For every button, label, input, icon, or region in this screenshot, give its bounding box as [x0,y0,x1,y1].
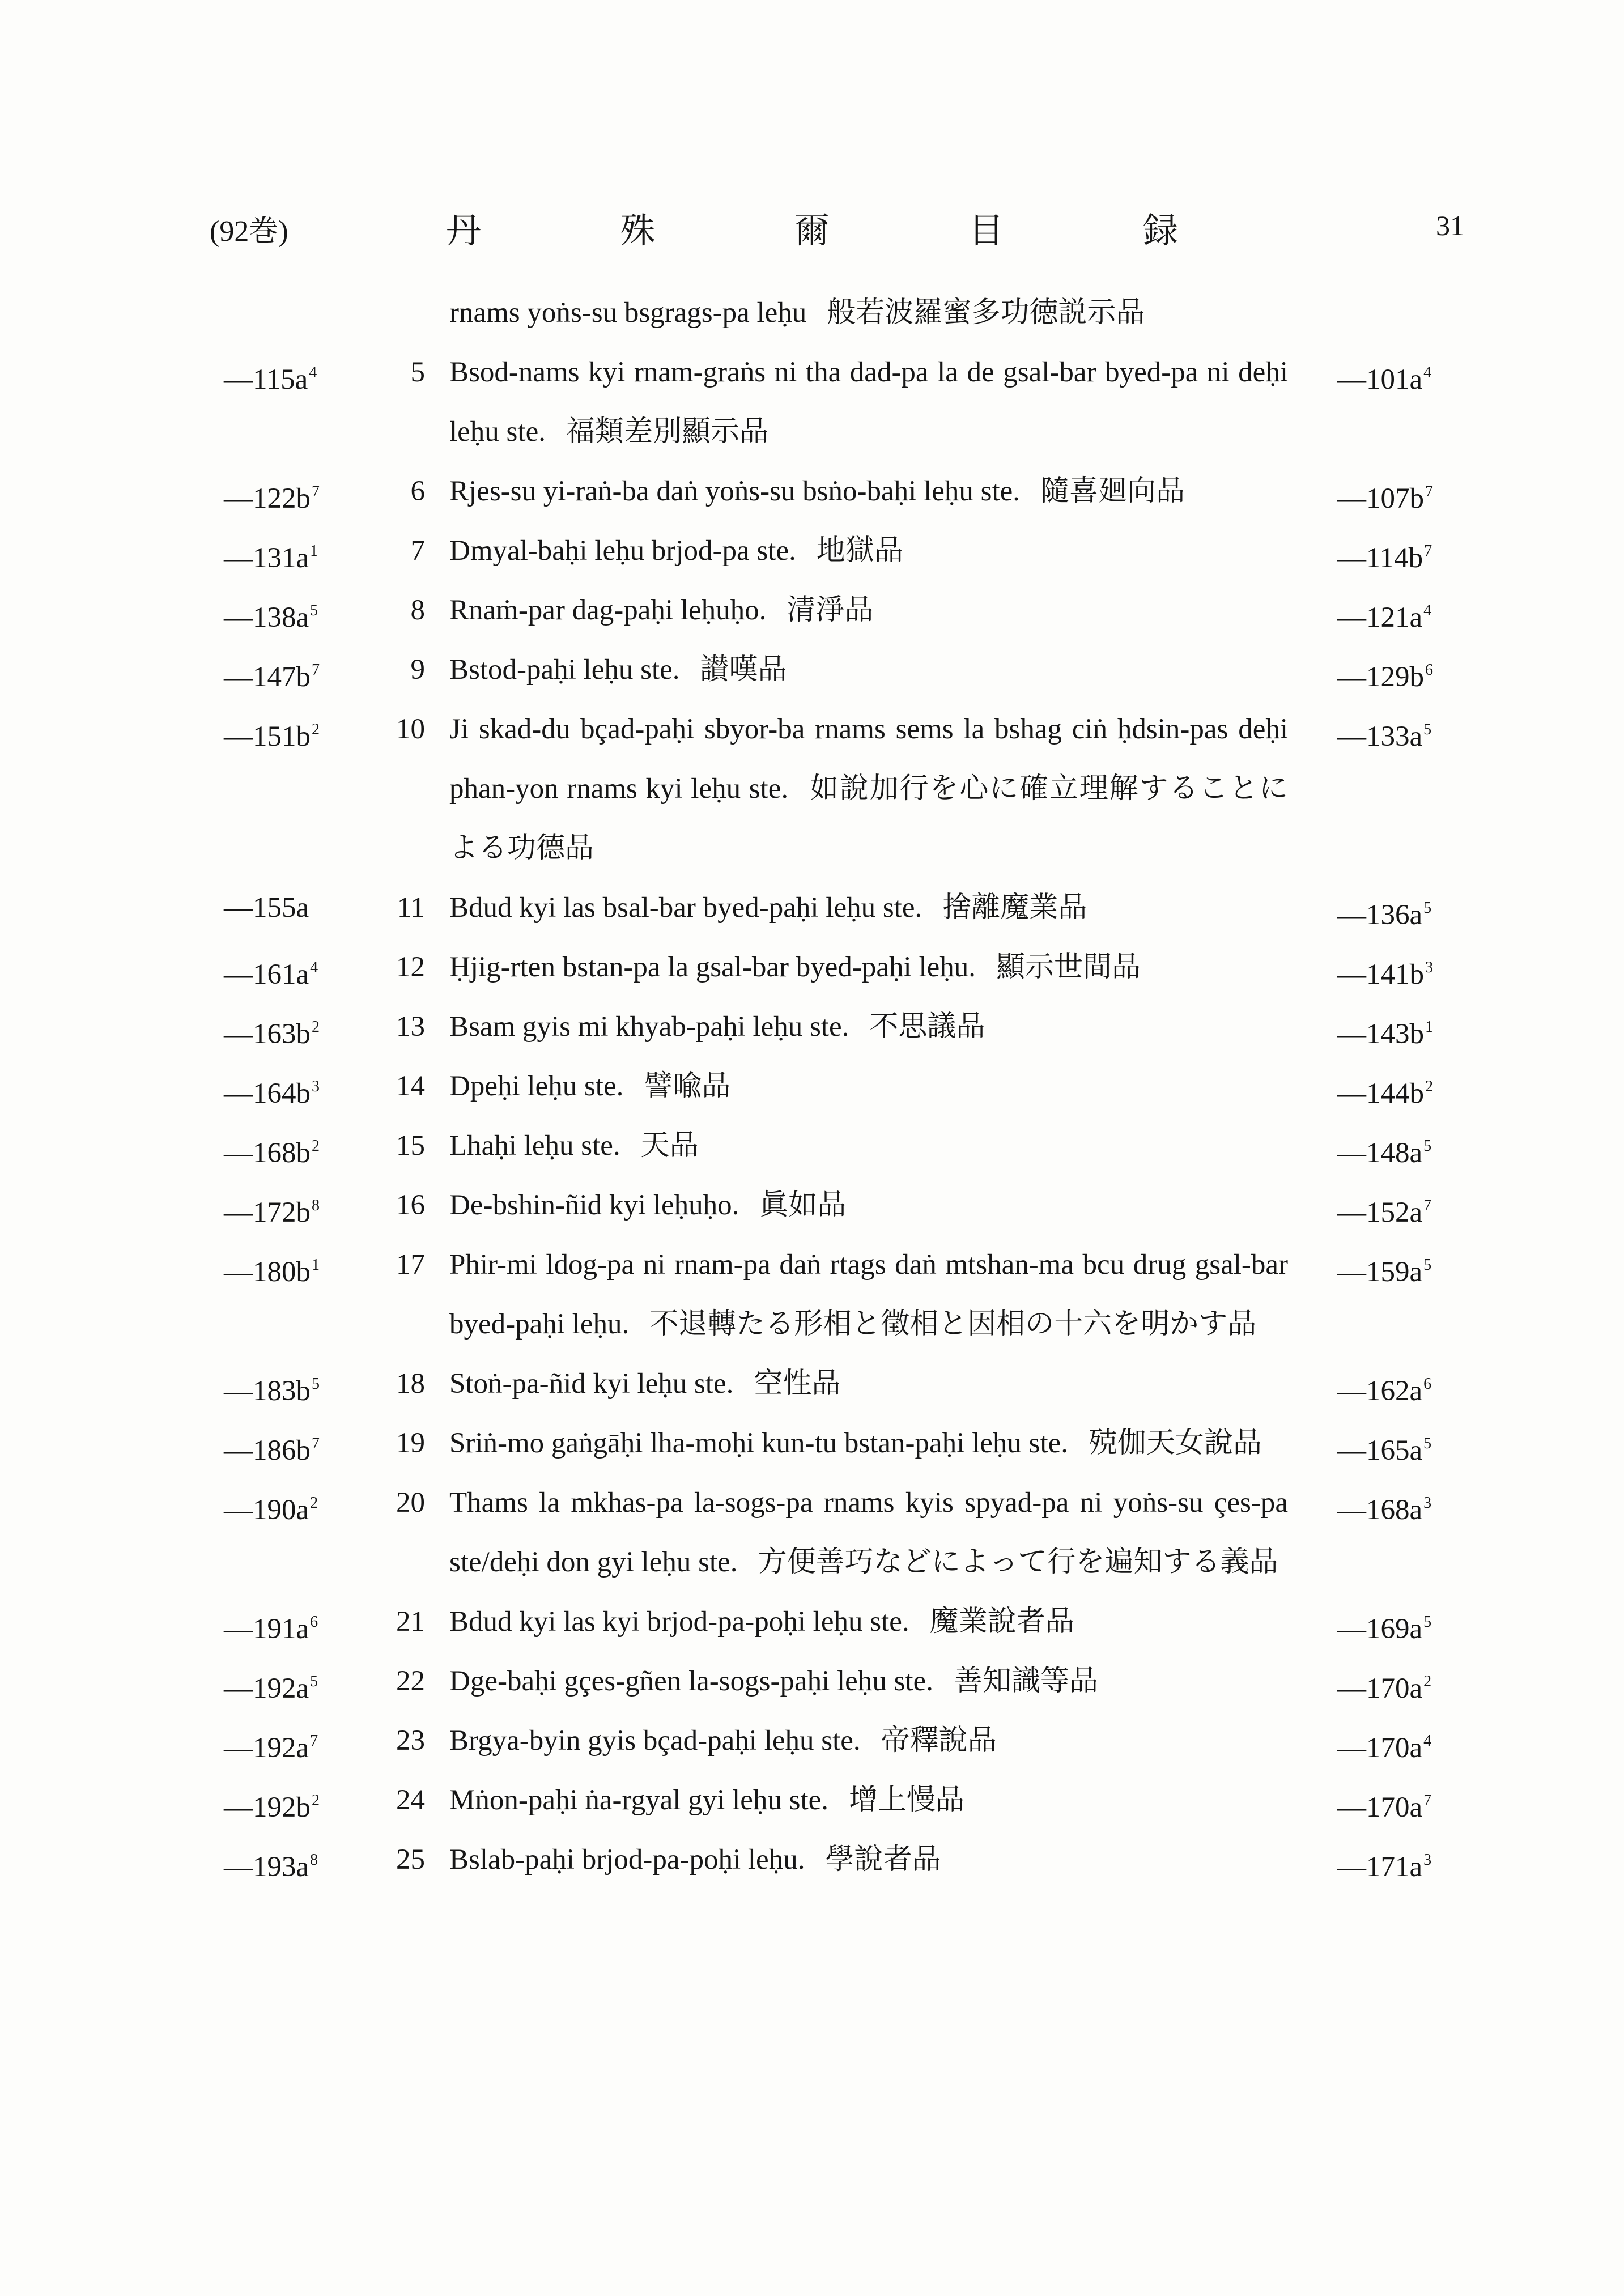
chapter-title-japanese: 地獄品 [816,535,903,567]
right-folio-ref [1337,1473,1451,1540]
left-folio: —163b [224,1018,311,1050]
chapter-title-tibetan: Sriṅ-mo gaṅgāḥi lha-moḥi kun-tu bstan-paḥi leḥu ste. [449,1427,1069,1459]
catalog-entry [0,1414,1624,1473]
chapter-number: 25 [396,1844,425,1876]
right-folio: —121a [1337,602,1423,633]
right-folio: —159a [1337,1256,1423,1288]
volume-label: (92巻) [210,215,288,248]
right-folio-line: 6 [1423,1375,1432,1393]
right-folio-ref [1337,700,1451,767]
right-folio-line: 5 [1423,721,1432,738]
catalog-entry [0,1235,1624,1354]
chapter-title [449,581,1288,640]
chapter-title [449,1414,1288,1473]
chapter-title-tibetan: Phir-mi ldog-pa ni rnam-pa daṅ rtags daṅ mtshan-ma bcu drug gsal-bar byed-paḥi leḥu. [449,1249,1288,1340]
chapter-title [449,640,1288,700]
right-folio-line: 5 [1423,1435,1432,1452]
left-folio-line: 8 [312,1197,320,1214]
chapter-number: 14 [396,1070,425,1102]
left-folio-ref [224,1830,337,1897]
right-folio: —165a [1337,1435,1423,1466]
chapter-number: 8 [410,594,425,626]
catalog-entry [0,878,1624,938]
catalog-entry [0,1176,1624,1235]
catalog-entry [0,1592,1624,1652]
right-folio: —170a [1337,1673,1423,1704]
chapter-title-tibetan: Bsod-nams kyi rnam-graṅs ni tha dad-pa la de gsal-bar byed-pa ni deḥi leḥu ste. [449,356,1288,448]
right-folio-ref [1337,1057,1451,1124]
left-folio-ref [224,1473,337,1540]
chapter-title-tibetan: Bdud kyi las kyi brjod-pa-poḥi leḥu ste. [449,1606,909,1638]
right-folio: —129b [1337,661,1424,693]
catalog-entry [0,1473,1624,1592]
left-folio: —122b [224,483,311,515]
left-folio: —161a [224,959,309,990]
right-folio-line: 5 [1423,1613,1432,1631]
chapter-number: 16 [396,1189,425,1221]
left-folio-line: 4 [309,364,317,381]
right-folio: —168a [1337,1494,1423,1526]
catalog-entry [0,700,1624,878]
right-folio-ref [1337,1414,1451,1481]
right-folio-line: 5 [1423,1137,1432,1155]
chapter-number: 17 [396,1249,425,1281]
right-folio-ref [1337,462,1451,529]
chapter-title-japanese: 顯示世間品 [996,951,1141,983]
chapter-title-japanese: 讃嘆品 [700,654,787,686]
page-number: 31 [1436,210,1464,241]
chapter-title-tibetan: Brgya-byin gyis bçad-paḥi leḥu ste. [449,1725,861,1757]
chapter-title-japanese: 帝釋說品 [881,1725,997,1757]
chapter-title [449,1354,1288,1414]
left-folio-ref [224,581,337,648]
left-folio-line: 7 [312,1435,320,1452]
catalog-entry [0,1116,1624,1176]
chapter-title-japanese: 學說者品 [825,1844,941,1876]
chapter-title-japanese: 方便善巧などによって行を遍知する義品 [758,1546,1278,1578]
right-folio-ref [1337,997,1451,1064]
left-folio-ref [224,1354,337,1421]
left-folio-ref [224,521,337,588]
left-folio: —192b [224,1792,311,1823]
chapter-number: 21 [396,1606,425,1638]
left-folio-ref [224,938,337,1005]
left-folio: —180b [224,1256,311,1288]
chapter-title-japanese: 清淨品 [787,594,874,626]
right-folio-ref [1337,521,1451,588]
chapter-title-japanese: 眞如品 [759,1189,847,1221]
catalog-entry [0,462,1624,521]
left-folio-line: 7 [312,483,320,500]
chapter-title-japanese: 捨離魔業品 [942,892,1087,924]
chapter-title-tibetan: Bslab-paḥi brjod-pa-poḥi leḥu. [449,1844,805,1876]
chapter-title-japanese: 譬喩品 [644,1070,731,1102]
chapter-title [449,1057,1288,1116]
chapter-title [449,283,1288,343]
chapter-title [449,938,1288,997]
right-folio-line: 7 [1425,483,1433,500]
right-folio: —148a [1337,1137,1423,1169]
left-folio-ref [224,1414,337,1481]
chapter-title [449,700,1288,878]
left-folio-ref [224,700,337,767]
left-folio-ref [224,640,337,707]
right-folio-line: 1 [1425,1018,1433,1036]
left-folio-ref [224,283,337,343]
right-folio: —144b [1337,1078,1424,1109]
chapter-title-tibetan: Thams la mkhas-pa la-sogs-pa rnams kyis spyad-pa ni yoṅs-su çes-pa ste/deḥi don gyi leḥu ste. [449,1487,1288,1578]
chapter-title-tibetan: Lhaḥi leḥu ste. [449,1130,620,1162]
right-folio-line: 4 [1423,364,1432,381]
right-folio-line: 7 [1423,1197,1432,1214]
left-folio-line: 1 [310,542,318,560]
left-folio-line: 7 [312,661,320,679]
right-folio-ref [1337,1176,1451,1243]
catalog-entry [0,1771,1624,1830]
left-folio: —151b [224,721,311,752]
left-folio-ref [224,1652,337,1719]
left-folio-line: 1 [312,1256,320,1274]
right-folio-line: 5 [1423,1256,1432,1274]
left-folio-ref [224,1057,337,1124]
catalog-entry [0,997,1624,1057]
chapter-title [449,1830,1288,1890]
catalog-entry [0,1830,1624,1890]
left-folio: —138a [224,602,309,633]
catalog-entry [0,640,1624,700]
right-folio: —171a [1337,1851,1423,1883]
right-folio-ref [1337,1711,1451,1778]
right-folio-line: 7 [1424,542,1432,560]
left-folio-line: 5 [310,602,318,619]
right-folio: —101a [1337,364,1423,396]
right-folio: —133a [1337,721,1423,752]
chapter-number: 24 [396,1784,425,1816]
chapter-title-japanese: 般若波羅蜜多功徳説示品 [827,297,1145,329]
right-folio-ref [1337,1652,1451,1719]
right-folio: —169a [1337,1613,1423,1645]
right-folio-ref [1337,343,1451,410]
catalog-entry [0,343,1624,462]
left-folio: —193a [224,1851,309,1883]
chapter-title-japanese: 隨喜廻向品 [1040,475,1185,507]
right-folio: —141b [1337,959,1424,990]
catalog-entries [0,283,1624,1890]
left-folio: —183b [224,1375,311,1407]
chapter-number: 22 [396,1665,425,1697]
chapter-title [449,1592,1288,1652]
chapter-title-japanese: 空性品 [754,1368,841,1400]
chapter-title-tibetan: Bstod-paḥi leḥu ste. [449,654,680,686]
chapter-title-tibetan: De-bshin-ñid kyi leḥuḥo. [449,1189,739,1221]
chapter-title-tibetan: Rjes-su yi-raṅ-ba daṅ yoṅs-su bsṅo-baḥi leḥu ste. [449,475,1021,507]
chapter-title-tibetan: Ji skad-du bçad-paḥi sbyor-ba rnams sems la bshag ciṅ ḥdsin-pas deḥi phan-yon rnams kyi leḥu ste. [449,713,1288,805]
chapter-title [449,343,1288,462]
right-folio: —152a [1337,1197,1423,1228]
chapter-title [449,997,1288,1057]
chapter-title [449,878,1288,938]
catalog-entry [0,283,1624,343]
chapter-title [449,1473,1288,1592]
left-folio: —155a [224,892,309,924]
left-folio-line: 4 [310,959,318,976]
chapter-title [449,1235,1288,1354]
right-folio-ref [1337,1771,1451,1838]
left-folio: —186b [224,1435,311,1466]
left-folio-line: 2 [312,1137,320,1155]
chapter-number: 19 [396,1427,425,1459]
catalog-entry [0,1354,1624,1414]
chapter-title-japanese: 殑伽天女說品 [1089,1427,1262,1459]
left-folio-line: 5 [312,1375,320,1393]
left-folio-ref [224,1176,337,1243]
left-folio: —172b [224,1197,311,1228]
left-folio: —192a [224,1732,309,1764]
right-folio: —114b [1337,542,1423,574]
left-folio-line: 6 [310,1613,318,1631]
right-folio-line: 2 [1423,1673,1432,1690]
chapter-number: 9 [410,654,425,686]
left-folio: —168b [224,1137,311,1169]
left-folio: —192a [224,1673,309,1704]
left-folio-line: 2 [310,1494,318,1512]
right-folio-ref [1337,640,1451,707]
chapter-title [449,1771,1288,1830]
left-folio-line: 3 [312,1078,320,1095]
right-folio-line: 3 [1425,959,1433,976]
chapter-title-tibetan: Stoṅ-pa-ñid kyi leḥu ste. [449,1368,734,1400]
right-folio: —143b [1337,1018,1424,1050]
catalog-entry [0,521,1624,581]
chapter-title-tibetan: Bsam gyis mi khyab-paḥi leḥu ste. [449,1011,849,1043]
chapter-title-japanese: 不思議品 [869,1011,985,1043]
chapter-number: 23 [396,1725,425,1757]
left-folio-line: 2 [312,1792,320,1809]
catalog-entry [0,938,1624,997]
chapter-number: 11 [397,892,425,924]
left-folio: —115a [224,364,308,396]
chapter-title-japanese: 天品 [640,1130,699,1162]
left-folio-line: 2 [312,721,320,738]
chapter-number: 6 [410,475,425,507]
right-folio-line: 3 [1423,1494,1432,1512]
chapter-title [449,1711,1288,1771]
left-folio: —131a [224,542,309,574]
left-folio-ref [224,343,337,410]
catalog-entry [0,1711,1624,1771]
chapter-title [449,1652,1288,1711]
right-folio: —162a [1337,1375,1423,1407]
left-folio-ref [224,1116,337,1183]
chapter-title-japanese: 不退轉たる形相と徵相と因相の十六を明かす品 [649,1308,1257,1340]
chapter-title-tibetan: Ḥjig-rten bstan-pa la gsal-bar byed-paḥi leḥu. [449,951,976,983]
page-title: 丹 殊 爾 目 録 [445,212,1243,250]
left-folio-ref [224,1771,337,1838]
left-folio-ref [224,1711,337,1778]
left-folio-ref [224,462,337,529]
chapter-number: 10 [396,713,425,745]
chapter-title [449,462,1288,521]
chapter-number: 20 [396,1487,425,1519]
chapter-number: 15 [396,1130,425,1162]
chapter-number: 7 [410,535,425,567]
left-folio-ref [224,878,337,938]
page-header [0,207,1624,258]
chapter-number: 18 [396,1368,425,1400]
catalog-entry [0,581,1624,640]
catalog-entry [0,1057,1624,1116]
left-folio-line: 2 [312,1018,320,1036]
chapter-title-japanese: 福類差別顯示品 [566,416,768,448]
chapter-title-japanese: 魔業說者品 [929,1606,1074,1638]
right-folio-line: 3 [1423,1851,1432,1869]
chapter-title [449,1176,1288,1235]
right-folio-ref [1337,1116,1451,1183]
left-folio: —191a [224,1613,309,1645]
left-folio: —164b [224,1078,311,1109]
chapter-title-tibetan: Bdud kyi las bsal-bar byed-paḥi leḥu ste. [449,892,922,924]
chapter-number: 12 [396,951,425,983]
chapter-title-japanese: 增上慢品 [849,1784,965,1816]
right-folio: —136a [1337,899,1423,931]
right-folio-ref [1337,283,1451,343]
right-folio-line: 6 [1425,661,1433,679]
chapter-title-tibetan: Mṅon-paḥi ṅa-rgyal gyi leḥu ste. [449,1784,829,1816]
right-folio-ref [1337,581,1451,648]
chapter-title-tibetan: Rnaṁ-par dag-paḥi leḥuḥo. [449,594,767,626]
left-folio-ref [224,1592,337,1659]
right-folio-ref [1337,878,1451,945]
chapter-number: 13 [396,1011,425,1043]
chapter-title [449,521,1288,581]
left-folio: —190a [224,1494,309,1526]
right-folio-line: 4 [1423,1732,1432,1750]
right-folio-line: 5 [1423,899,1432,917]
right-folio-ref [1337,938,1451,1005]
right-folio-ref [1337,1235,1451,1302]
chapter-title-tibetan: Dmyal-baḥi leḥu brjod-pa ste. [449,535,796,567]
chapter-title-tibetan: Dpeḥi leḥu ste. [449,1070,624,1102]
left-folio-line: 5 [310,1673,318,1690]
catalog-entry [0,1652,1624,1711]
chapter-title-japanese: 善知識等品 [953,1665,1098,1697]
left-folio-line: 7 [310,1732,318,1750]
right-folio: —170a [1337,1732,1423,1764]
right-folio-line: 4 [1423,602,1432,619]
right-folio-ref [1337,1354,1451,1421]
chapter-number: 5 [410,356,425,388]
chapter-title-tibetan: rnams yoṅs-su bsgrags-pa leḥu [449,297,807,329]
chapter-title-tibetan: Dge-baḥi gçes-gñen la-sogs-paḥi leḥu ste. [449,1665,933,1697]
right-folio-line: 7 [1423,1792,1432,1809]
left-folio: —147b [224,661,311,693]
left-folio-ref [224,997,337,1064]
right-folio-ref [1337,1830,1451,1897]
left-folio-line: 8 [310,1851,318,1869]
chapter-title [449,1116,1288,1176]
right-folio: —170a [1337,1792,1423,1823]
right-folio-ref [1337,1592,1451,1659]
right-folio-line: 2 [1425,1078,1433,1095]
chapter-title-japanese: 如說加行を心に確立理解することによる功德品 [449,773,1288,864]
left-folio-ref [224,1235,337,1302]
right-folio: —107b [1337,483,1424,515]
